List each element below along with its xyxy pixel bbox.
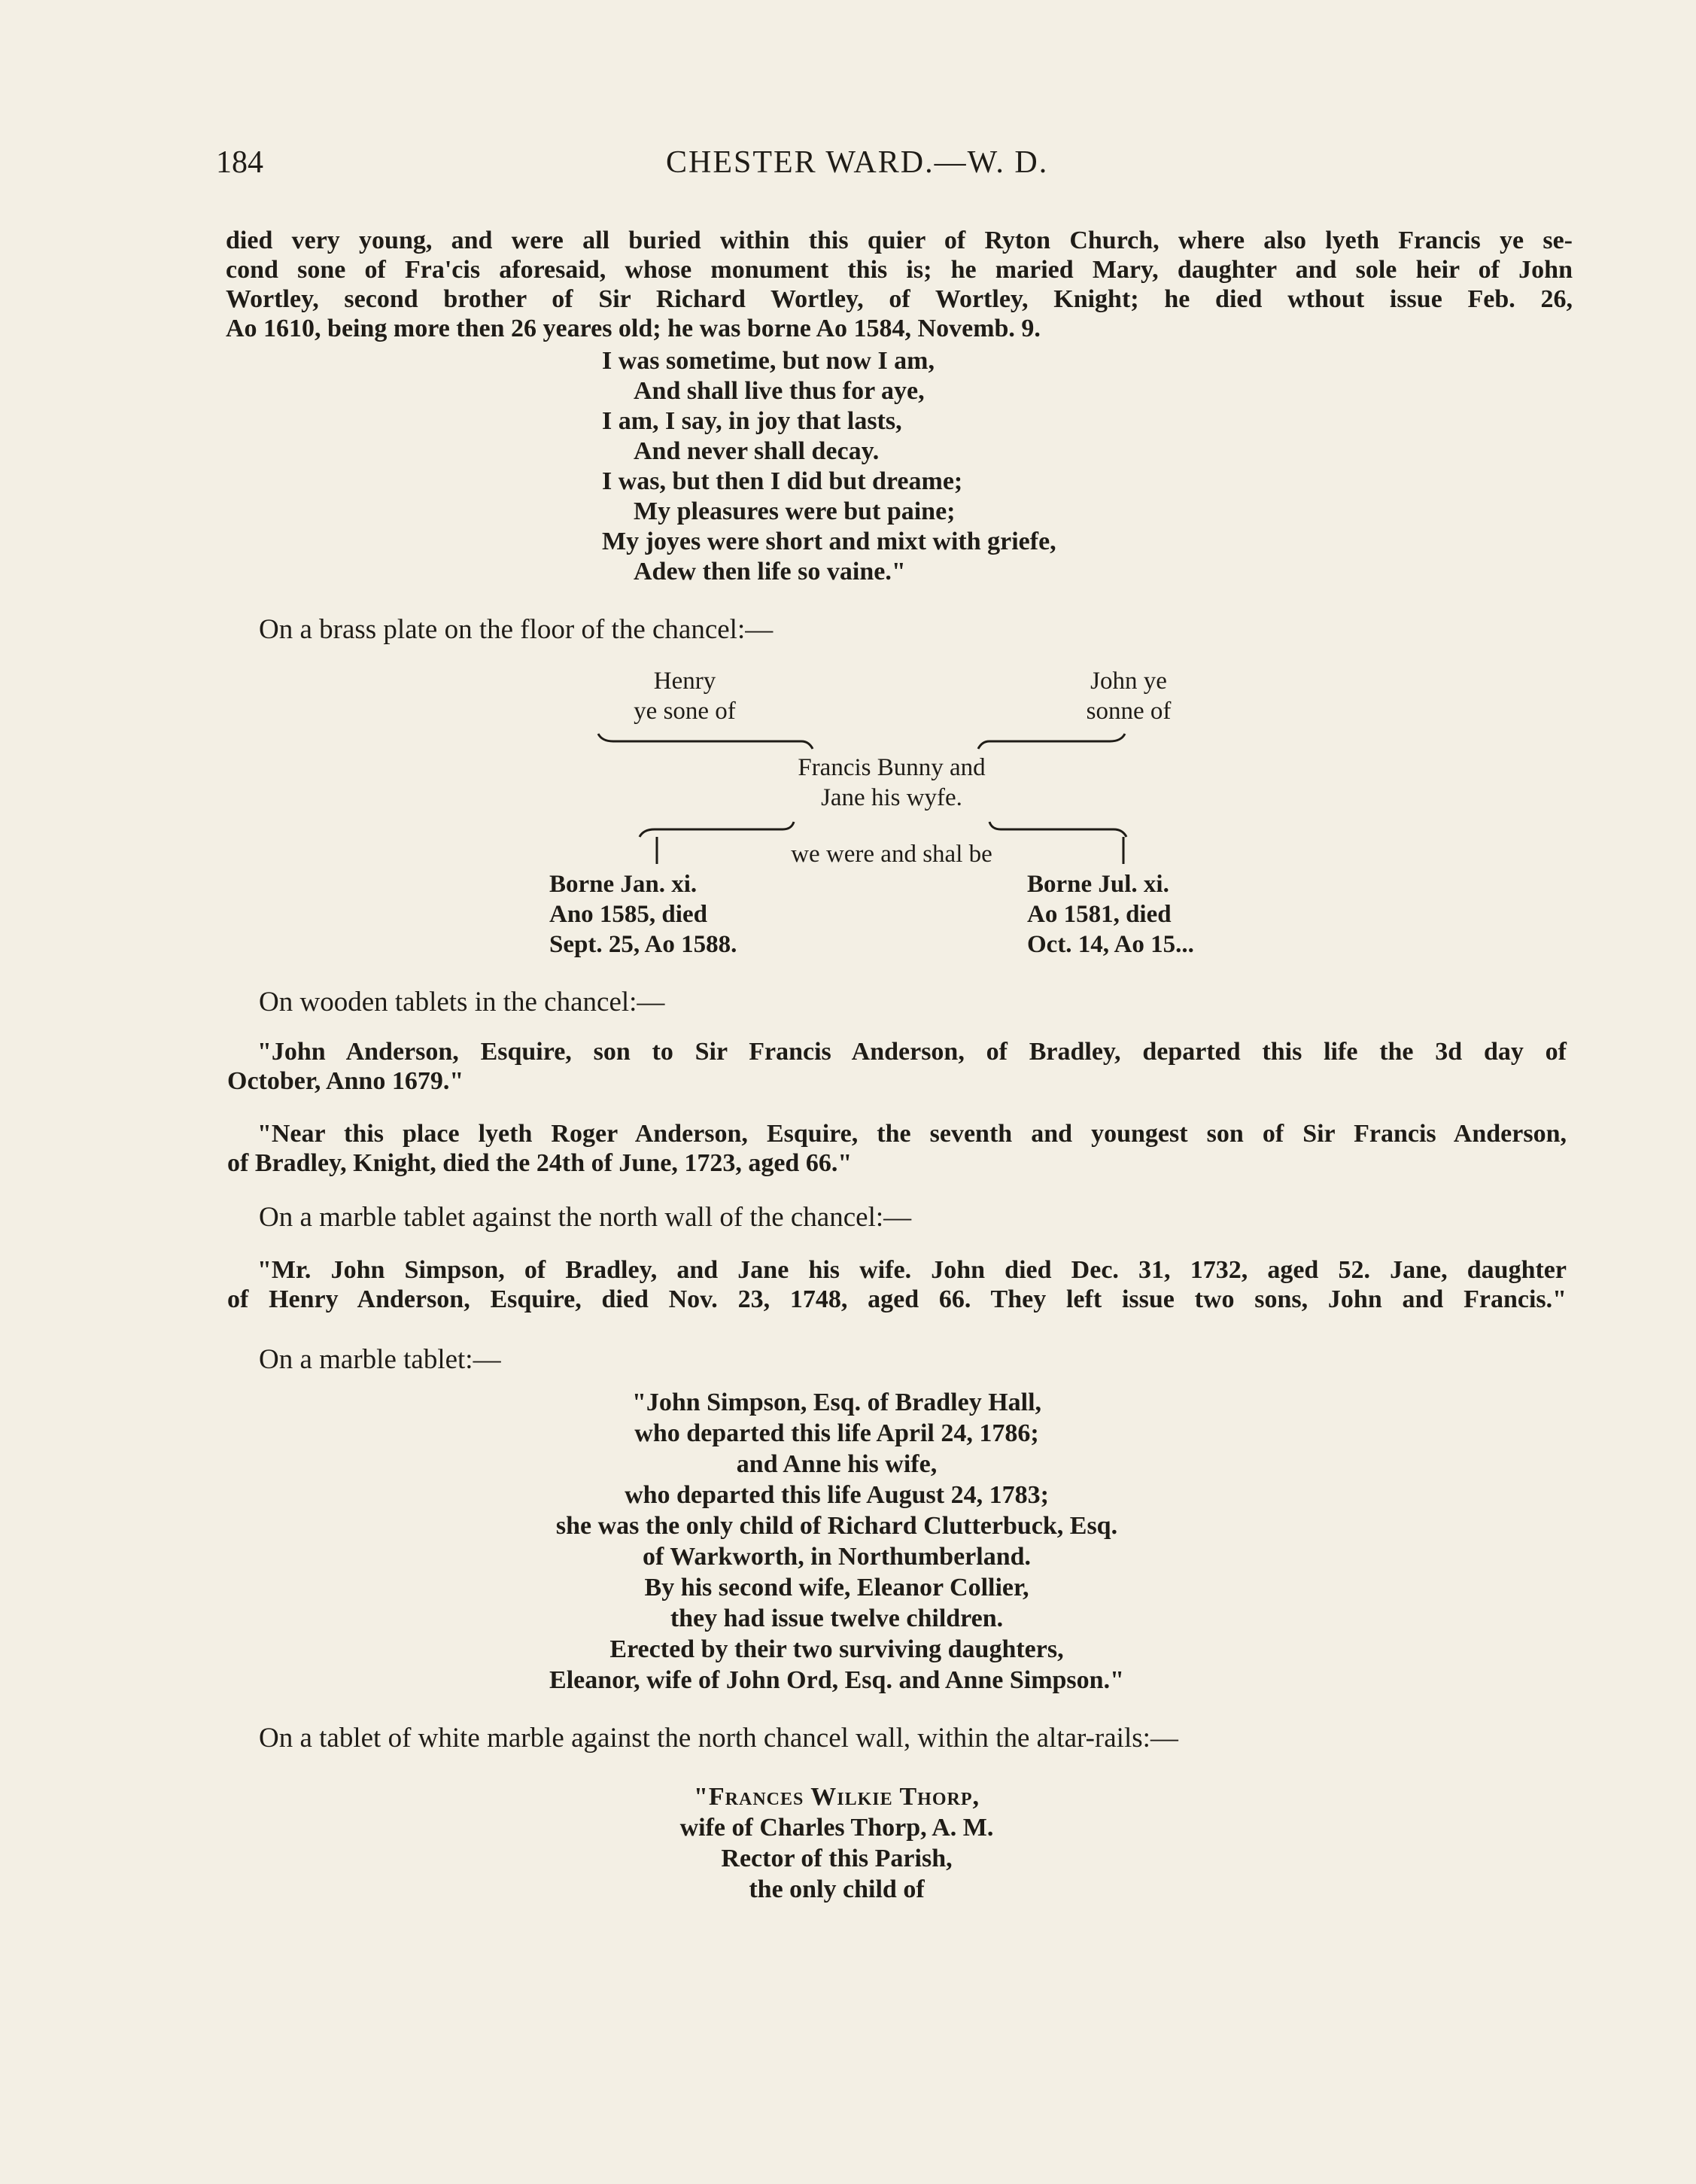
left-date-line: Borne Jan. xi. xyxy=(549,871,698,898)
wooden-tablet-2-line: "Near this place lyeth Roger Anderson, Esquire, the seventh and youngest son of Sir Francis Anderson, xyxy=(257,1120,1567,1148)
wooden-tablet-1-line: October, Anno 1679." xyxy=(227,1067,464,1095)
john-line-2: sonne of xyxy=(1086,698,1172,725)
verse-line: My joyes were short and mixt with griefe, xyxy=(602,528,1056,555)
verse-line: And shall live thus for aye, xyxy=(634,377,925,405)
henry-line-2: ye sone of xyxy=(634,698,736,725)
left-date-line: Ano 1585, died xyxy=(549,901,707,928)
inscription-line: Eleanor, wife of John Ord, Esq. and Anne Simpson." xyxy=(549,1666,1124,1694)
parents-line-1: Francis Bunny and xyxy=(798,754,986,781)
verse-line: My pleasures were but paine; xyxy=(634,497,956,525)
marble-tablet-inscription xyxy=(0,1387,1685,1696)
inscription-line: and Anne his wife, xyxy=(736,1450,938,1478)
right-lower-bracket xyxy=(989,822,1126,837)
inscription-line: wife of Charles Thorp, A. M. xyxy=(679,1814,994,1842)
wooden-tablets-intro: On wooden tablets in the chancel:— xyxy=(259,987,665,1017)
brass-plate-intro: On a brass plate on the floor of the chancel:— xyxy=(259,614,774,645)
inscription-line: Erected by their two surviving daughters, xyxy=(609,1635,1064,1663)
verse-line: I am, I say, in joy that lasts, xyxy=(602,407,902,435)
marble-north-line: of Henry Anderson, Esquire, died Nov. 23, 1748, aged 66. They left issue two sons, John and Francis." xyxy=(227,1285,1567,1313)
white-marble-inscription xyxy=(0,1781,1685,1905)
wooden-tablet-2 xyxy=(227,1119,1567,1178)
inscription-line: of Warkworth, in Northumberland. xyxy=(642,1543,1032,1571)
inscription-line: Rector of this Parish, xyxy=(721,1845,953,1872)
wooden-tablet-2-line: of Bradley, Knight, died the 24th of June, 1723, aged 66." xyxy=(227,1149,853,1177)
marble-north-intro: On a marble tablet against the north wall of the chancel:— xyxy=(259,1202,912,1233)
inscription-line: she was the only child of Richard Clutterbuck, Esq. xyxy=(555,1512,1118,1540)
parents-line-2: Jane his wyfe. xyxy=(821,784,962,811)
inscription-name: "Frances Wilkie Thorp, xyxy=(694,1783,980,1811)
page-number: 184 xyxy=(216,145,263,180)
wooden-tablet-1-line: "John Anderson, Esquire, son to Sir Francis Anderson, of Bradley, departed this life the 3d day of xyxy=(257,1038,1567,1066)
marble-tablet-intro: On a marble tablet:— xyxy=(259,1344,501,1375)
right-date-line: Oct. 14, Ao 15... xyxy=(1027,931,1194,958)
wooden-tablet-1 xyxy=(227,1037,1567,1096)
left-date-line: Sept. 25, Ao 1588. xyxy=(549,931,737,958)
marble-north-line: "Mr. John Simpson, of Bradley, and Jane his wife. John died Dec. 31, 1732, aged 52. Jane, daughter xyxy=(257,1256,1567,1284)
opening-line-1: died very young, and were all buried within this quier of Ryton Church, where also lyeth Francis ye se- xyxy=(226,227,1573,254)
verse-line: I was sometime, but now I am, xyxy=(602,347,935,375)
inscription-line: By his second wife, Eleanor Collier, xyxy=(644,1574,1029,1601)
motto: we were and shal be xyxy=(791,841,992,868)
verse-line: I was, but then I did but dreame; xyxy=(602,467,963,495)
left-upper-bracket xyxy=(598,734,813,749)
right-upper-bracket xyxy=(978,734,1125,749)
right-date-line: Borne Jul. xi. xyxy=(1027,871,1169,898)
left-lower-bracket xyxy=(640,822,794,837)
right-date-line: Ao 1581, died xyxy=(1027,901,1172,928)
john-line-1: John ye xyxy=(1090,668,1167,695)
inscription-line: who departed this life August 24, 1783; xyxy=(625,1481,1049,1509)
white-marble-intro: On a tablet of white marble against the north chancel wall, within the altar-rails:— xyxy=(259,1723,1178,1754)
inscription-line: the only child of xyxy=(749,1875,925,1903)
inscription-line: "John Simpson, Esq. of Bradley Hall, xyxy=(631,1389,1042,1416)
opening-line-4: Ao 1610, being more then 26 yeares old; he was borne Ao 1584, Novemb. 9. xyxy=(226,315,1041,342)
verse-line: And never shall decay. xyxy=(634,437,880,465)
marble-north-text xyxy=(227,1255,1567,1314)
henry-line-1: Henry xyxy=(653,668,716,695)
opening-line-3: Wortley, second brother of Sir Richard Wortley, of Wortley, Knight; he died wthout issue Feb. 26, xyxy=(226,285,1573,313)
running-title: CHESTER WARD.—W. D. xyxy=(666,145,1049,180)
inscription-line: who departed this life April 24, 1786; xyxy=(634,1419,1039,1447)
verse-line: Adew then life so vaine." xyxy=(634,558,906,586)
opening-line-2: cond sone of Fra'cis aforesaid, whose monument this is; he maried Mary, daughter and sole heir of John xyxy=(226,256,1573,284)
inscription-line: they had issue twelve children. xyxy=(670,1605,1004,1632)
